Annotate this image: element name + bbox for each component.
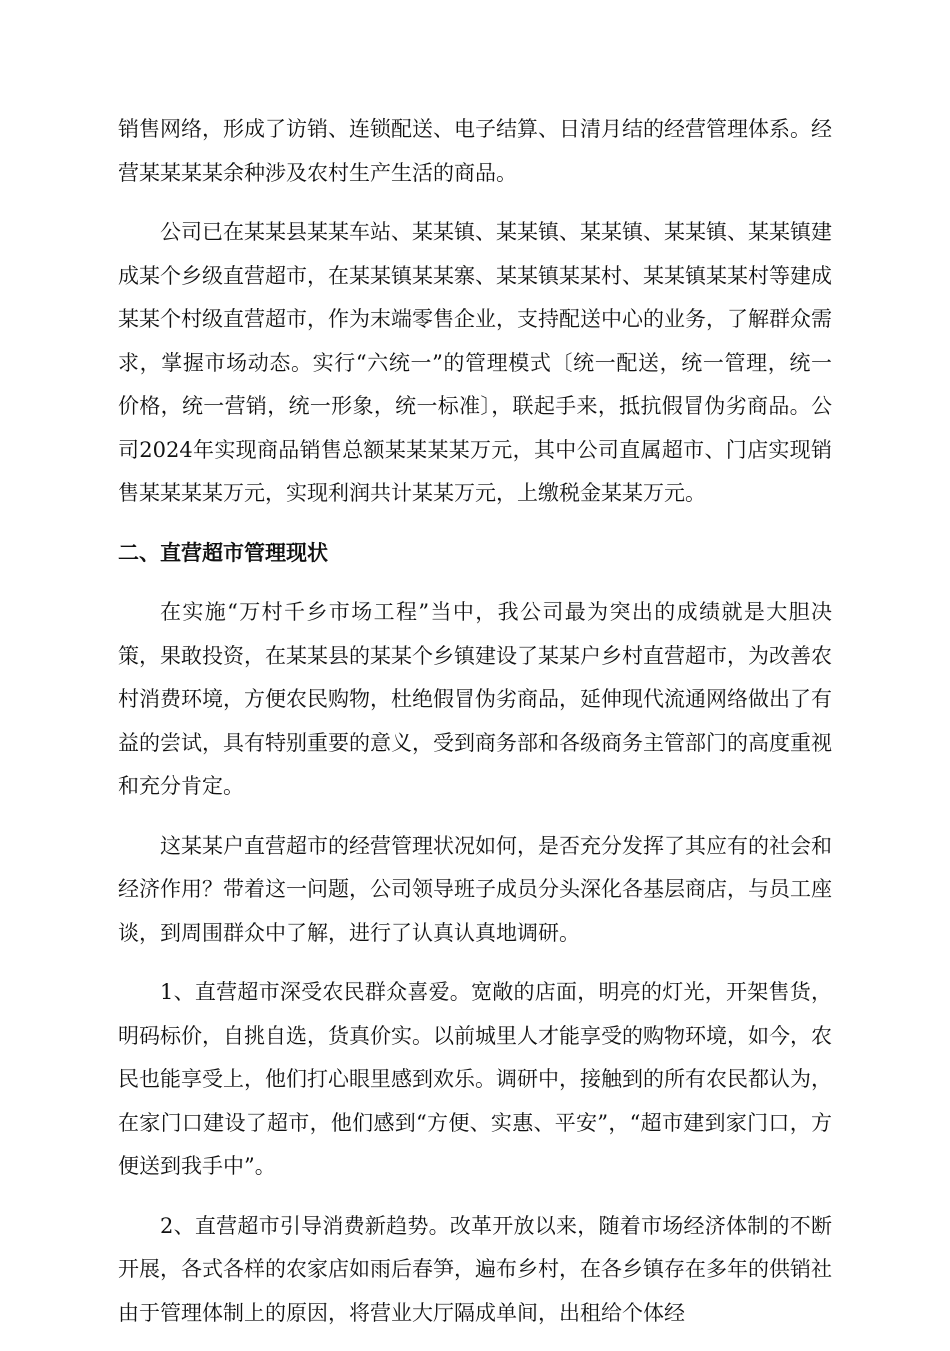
paragraph-company-stores: 公司已在某某县某某车站、某某镇、某某镇、某某镇、某某镇、某某镇建成某个乡级直营超市，在某某镇某某寨、某某镇某某村、某某镇某某村等建成某某个村级直营超市，作为末端零售企业，支持配送中心的业务，了解群众需求，掌握市场动态。实行“六统一”的管理模式〔统一配送，统一管理，统一价格，统一营销，统一形象，统一标准〕，联起手来，抵抗假冒伪劣商品。公司2024年实现商品销售总额某某某某万元，其中公司直属超市、门店实现销售某某某某万元，实现利润共计某某万元，上缴税金某某万元。 — [118, 220, 832, 505]
document-page — [118, 108, 832, 1351]
paragraph-research: 这某某户直营超市的经营管理状况如何，是否充分发挥了其应有的社会和经济作用？带着这一问题，公司领导班子成员分头深化各基层商店，与员工座谈，到周围群众中了解，进行了认真认真地调研。 — [118, 833, 832, 945]
paragraph-point-1: 1、直营超市深受农民群众喜爱。宽敞的店面，明亮的灯光，开架售货，明码标价，自挑自选，货真价实。以前城里人才能享受的购物环境，如今，农民也能享受上，他们打心眼里感到欢乐。调研中，接触到的所有农民都认为，在家门口建设了超市，他们感到“方便、实惠、平安”，“超市建到家门口，方便送到我手中”。 — [118, 980, 832, 1178]
paragraph-project-results: 在实施“万村千乡市场工程”当中，我公司最为突出的成绩就是大胆决策，果敢投资，在某某县的某某个乡镇建设了某某户乡村直营超市，为改善农村消费环境，方便农民购物，杜绝假冒伪劣商品，延伸现代流通网络做出了有益的尝试，具有特别重要的意义，受到商务部和各级商务主管部门的高度重视和充分肯定。 — [118, 600, 832, 798]
section-heading: 二、直营超市管理现状 — [118, 540, 328, 565]
paragraph-continuation: 销售网络，形成了访销、连锁配送、电子结算、日清月结的经营管理体系。经营某某某某余种涉及农村生产生活的商品。 — [118, 117, 832, 185]
paragraph-point-2: 2、直营超市引导消费新趋势。改革开放以来，随着市场经济体制的不断开展，各式各样的农家店如雨后春笋，遍布乡村，在各乡镇存在多年的供销社由于管理体制上的原因，将营业大厅隔成单间，出租给个体经 — [118, 1213, 832, 1325]
